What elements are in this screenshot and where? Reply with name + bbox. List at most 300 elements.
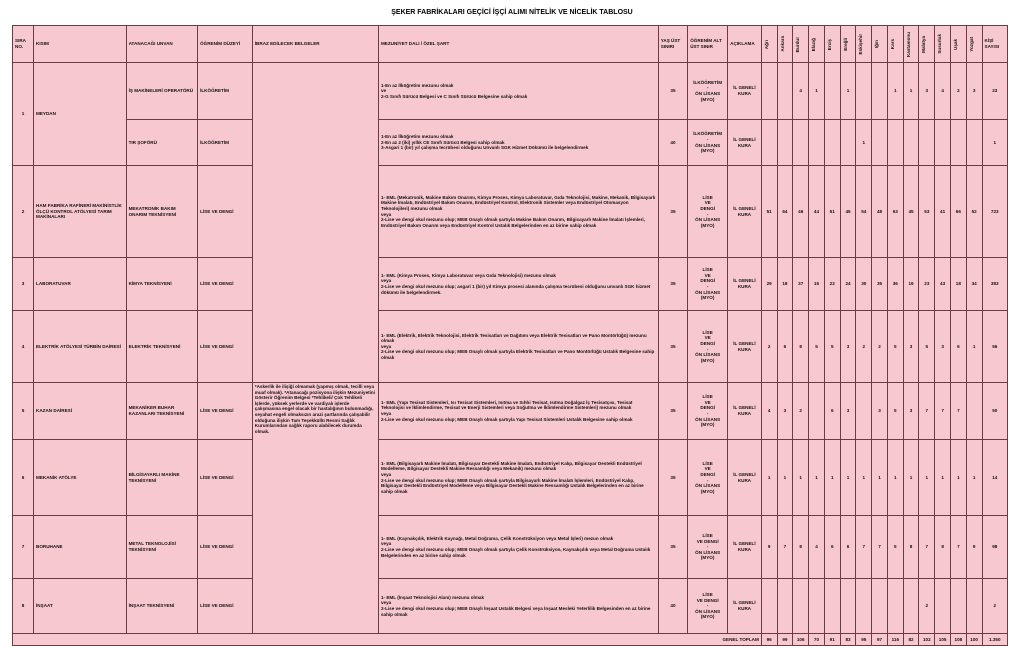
- ogrenim-cell: LİSE VE DENGİ: [198, 383, 253, 440]
- alt-ust-cell-line: VE DENGİ: [696, 597, 719, 603]
- city-count: 5: [887, 516, 903, 579]
- mezuniyet-cell: [378, 516, 658, 579]
- col-alt-ust: ÖĞRENİM ALT ÜST SINIR: [688, 26, 728, 63]
- yas-cell: 35: [658, 383, 687, 440]
- city-count: 1: [840, 440, 856, 516]
- yas-cell: 35: [658, 63, 687, 120]
- city-count: 2: [950, 63, 966, 120]
- city-count: 6: [824, 383, 840, 440]
- city-count: [872, 120, 888, 166]
- city-label: Burdur: [795, 36, 801, 52]
- mezuniyet-cell-line: veya: [380, 211, 392, 217]
- alt-ust-cell-line: VE: [704, 335, 711, 341]
- requirements-table: [12, 25, 1008, 646]
- city-count: [856, 579, 872, 634]
- mezuniyet-cell-line: veya: [380, 600, 392, 606]
- mezuniyet-cell-line: 1-En az İlköğretim mezunu olmak: [380, 134, 454, 140]
- city-count: [966, 383, 982, 440]
- total-count: 106: [793, 634, 809, 646]
- city-count: 1: [903, 63, 919, 120]
- city-count: 5: [887, 383, 903, 440]
- total-count: 108: [950, 634, 966, 646]
- alt-ust-cell-line: ÖN LİSANS (MYO): [695, 549, 721, 561]
- kisi-total: 723: [982, 166, 1007, 258]
- kisim-cell: KAZAN DAİRESİ: [34, 383, 127, 440]
- city-count: 1: [856, 440, 872, 516]
- kisim-cell: İNŞAAT: [34, 579, 127, 634]
- city-count: 30: [856, 258, 872, 311]
- alt-ust-cell-line: ÖN LİSANS (MYO): [695, 142, 721, 154]
- city-count: [966, 120, 982, 166]
- alt-ust-cell-line: DENGİ: [700, 278, 715, 284]
- unvan-cell: BİLGİSAYARLI MAKİNE TEKNİSYENİ: [126, 440, 198, 516]
- city-count: 53: [919, 166, 935, 258]
- alt-ust-cell-line: LİSE: [702, 194, 713, 200]
- city-count: [824, 120, 840, 166]
- alt-ust-cell-line: LİSE: [702, 460, 713, 466]
- city-count: 63: [887, 166, 903, 258]
- city-count: 19: [903, 258, 919, 311]
- kisi-total: 14: [982, 440, 1007, 516]
- city-count: 1: [919, 440, 935, 516]
- mezuniyet-cell: [378, 440, 658, 516]
- alt-ust-cell-line: ÖN LİSANS (MYO): [695, 416, 721, 428]
- alt-ust-cell-line: -: [706, 85, 709, 91]
- mezuniyet-cell-line: 2-En az 2 (iki) yıllık CE Sınıfı Sürücü Belgesi sahip olmak: [380, 139, 505, 145]
- city-count: [935, 120, 951, 166]
- alt-ust-cell-line: LİSE: [702, 329, 713, 335]
- kisim-cell: MEKANİK ATÖLYE: [34, 440, 127, 516]
- sira-no: 6: [13, 440, 34, 516]
- city-count: 18: [777, 258, 793, 311]
- col-kisim: KISIM: [34, 26, 127, 63]
- total-count: 91: [824, 634, 840, 646]
- city-count: [872, 63, 888, 120]
- city-count: 23: [919, 258, 935, 311]
- col-city: [793, 26, 809, 63]
- ogrenim-cell: LİSE VE DENGİ: [198, 579, 253, 634]
- city-label: Ereğli: [842, 37, 848, 51]
- city-count: [777, 579, 793, 634]
- sira-no: 8: [13, 579, 34, 634]
- city-count: 1: [809, 63, 825, 120]
- page-title: ŞEKER FABRİKALARI GEÇİCİ İŞÇİ ALIMI NİTELİK VE NİCELİK TABLOSU: [391, 9, 633, 16]
- aciklama-cell: İL GENELİ KURA: [728, 383, 762, 440]
- city-count: 8: [935, 516, 951, 579]
- col-city: [966, 26, 982, 63]
- city-count: 3: [840, 383, 856, 440]
- alt-ust-cell: [688, 516, 728, 579]
- yas-cell: 40: [658, 120, 687, 166]
- aciklama-cell: İL GENELİ KURA: [728, 63, 762, 120]
- city-count: [840, 120, 856, 166]
- alt-ust-cell: [688, 311, 728, 383]
- mezuniyet-cell-line: veya: [380, 411, 392, 416]
- alt-ust-cell-line: -: [706, 603, 709, 609]
- city-count: 64: [777, 166, 793, 258]
- table-row: [13, 258, 1008, 311]
- col-city: [950, 26, 966, 63]
- yas-cell: 35: [658, 311, 687, 383]
- alt-ust-cell-line: -: [706, 411, 709, 416]
- city-count: [872, 579, 888, 634]
- kisi-total: 1: [982, 120, 1007, 166]
- mezuniyet-cell-line: veya: [380, 343, 392, 349]
- alt-ust-cell-line: -: [706, 346, 709, 352]
- city-count: 45: [903, 166, 919, 258]
- yas-cell: 35: [658, 516, 687, 579]
- city-count: 1: [809, 440, 825, 516]
- alt-ust-cell-line: -: [706, 211, 709, 217]
- kisim-cell: BORUHANE: [34, 516, 127, 579]
- col-sira: SIRA NO.: [13, 26, 34, 63]
- alt-ust-cell-line: -: [706, 284, 709, 289]
- city-count: [809, 120, 825, 166]
- yas-cell: 35: [658, 440, 687, 516]
- alt-ust-cell-line: DENGİ: [700, 205, 715, 211]
- city-count: 34: [966, 258, 982, 311]
- city-count: 29: [761, 258, 777, 311]
- city-count: [887, 120, 903, 166]
- city-label: Ağrı: [763, 39, 769, 49]
- col-city: [777, 26, 793, 63]
- aciklama-cell: İL GENELİ KURA: [728, 516, 762, 579]
- alt-ust-cell: [688, 579, 728, 634]
- kisi-total: 50: [982, 383, 1007, 440]
- city-count: 8: [793, 311, 809, 383]
- kisi-total: 23: [982, 63, 1007, 120]
- city-count: [824, 579, 840, 634]
- col-unvan: ATANACAĞI UNVAN: [126, 26, 198, 63]
- city-count: [840, 579, 856, 634]
- city-count: 5: [824, 311, 840, 383]
- mezuniyet-cell: [378, 579, 658, 634]
- city-count: [777, 63, 793, 120]
- mezuniyet-cell-line: 1- EML (Elektrik, Elektrik Teknolojisi, Elektrik Tesisatları ve Dağıtımı veya Elektrik Tesisatları ve Pano Montörlüğü) mezunu olmak: [380, 332, 647, 344]
- mezuniyet-cell-line: 1- EML (Kaynakçılık, Elektrik Kaynağı, Metal Doğrama, Çelik Konstrüksiyon veya Metal İşleri) mezun olmak: [380, 535, 614, 541]
- city-count: 1: [903, 440, 919, 516]
- mezuniyet-cell-line: 1- EML (Bilgisayarlı Makine İmalatı, Bilgisayar Destekli Makine İmalatı, Endüstriyel Kalıp, Bilgisayar Destekli Endüstriyel Modelleme, Bilgisayar Destekli Makine Ressamlığı veya Mekanik) mezunu olmak: [380, 460, 642, 472]
- mezuniyet-cell-line: ve: [380, 88, 387, 94]
- city-label: Kastamonu: [905, 31, 911, 57]
- city-count: 4: [809, 516, 825, 579]
- total-count: 96: [761, 634, 777, 646]
- aciklama-cell: İL GENELİ KURA: [728, 311, 762, 383]
- alt-ust-cell-line: VE: [704, 272, 711, 278]
- mezuniyet-cell: [378, 166, 658, 258]
- alt-ust-cell: [688, 120, 728, 166]
- kisim-cell: LABORATUVAR: [34, 258, 127, 311]
- city-count: 3: [903, 383, 919, 440]
- col-city: [919, 26, 935, 63]
- sira-no: 7: [13, 516, 34, 579]
- unvan-cell: ELEKTRİK TEKNİSYENİ: [126, 311, 198, 383]
- mezuniyet-cell: [378, 383, 658, 440]
- city-label: Ankara: [779, 36, 785, 52]
- city-count: 35: [872, 258, 888, 311]
- aciklama-cell: İL GENELİ KURA: [728, 166, 762, 258]
- alt-ust-cell-line: ÖN LİSANS (MYO): [695, 483, 721, 494]
- city-count: 7: [777, 516, 793, 579]
- city-count: 51: [761, 166, 777, 258]
- unvan-cell: KİMYA TEKNİSYENİ: [126, 258, 198, 311]
- city-count: 54: [856, 166, 872, 258]
- city-count: 2: [856, 311, 872, 383]
- yas-cell: 40: [658, 579, 687, 634]
- grand-total: 1.350: [982, 634, 1007, 646]
- city-count: [793, 120, 809, 166]
- city-label: Elazığ: [811, 37, 817, 51]
- kisi-total: 56: [982, 311, 1007, 383]
- table-row: [13, 579, 1008, 634]
- total-count: 83: [840, 634, 856, 646]
- alt-ust-cell-line: ÖN LİSANS (MYO): [695, 91, 721, 102]
- mezuniyet-cell-line: 1- EML (Yapı Tesisat Sistemleri, Isı Tesisat Sistemleri, Isıtma ve Sıhhi Tesisat, Isıtma Doğalgaz İç Tesisatçısı, Tesisat Teknolojisi ve İklimlendirme, Tesisat ve Enerji Sistemleri veya Soğutma ve İklimlendirme Sistemleri) mezunu olmak: [380, 399, 633, 411]
- city-count: 1: [935, 440, 951, 516]
- mezuniyet-cell: [378, 311, 658, 383]
- city-count: 3: [872, 383, 888, 440]
- city-count: 1: [840, 63, 856, 120]
- city-count: 8: [903, 516, 919, 579]
- mezuniyet-cell-line: 1- EML (İnşaat Teknolojisi Alanı) mezunu olmak: [380, 594, 485, 600]
- city-count: [903, 579, 919, 634]
- col-city: [824, 26, 840, 63]
- total-count: 97: [872, 634, 888, 646]
- city-count: 46: [793, 166, 809, 258]
- col-kisi: KİŞİ SAYISI: [982, 26, 1007, 63]
- alt-ust-cell-line: DENGİ: [700, 471, 715, 477]
- belgeler-cell: *Askerlik ile ilişiği olmamak (yapmış olmak, tecilli veya muaf olmak). *Atanacağı pozisyona ilişkin Mezuniyetini Gösterir Öğrenim Belgesi *Tehlikeli/ Çok Tehlikeli İşlerde, yüksek yerlerde ve vardiyalı işlerde çalışmasına engel olacak bir hastalığının bulunmadığı, seyahat engeli olmaksızın arazi şartlarında çalışabilir olduğuna ilişkin Tam Teşekküllü Resmi Sağlık Kurumlarından sağlık raporu alabilecek durumda olmak.: [252, 383, 378, 634]
- ogrenim-cell: LİSE VE DENGİ: [198, 258, 253, 311]
- col-mezuniyet: MEZUNİYET DALI / ÖZEL ŞART: [378, 26, 658, 63]
- alt-ust-cell-line: ÖN LİSANS (MYO): [695, 352, 721, 363]
- city-count: 1: [966, 440, 982, 516]
- mezuniyet-cell-line: 2-Lise ve dengi okul mezunu olup; MEB Onaylı İnşaat Ustalık Belgesi veya İnşaat Mesleki Yeterlilik Belgesinden en az birine sahip olmak: [380, 606, 651, 617]
- yas-cell: 35: [658, 258, 687, 311]
- city-count: [824, 63, 840, 120]
- belgeler-cell-top: [252, 63, 378, 383]
- total-count: 82: [903, 634, 919, 646]
- city-count: 7: [856, 516, 872, 579]
- mezuniyet-cell-line: 2-Lise ve dengi okul mezunu olup; MEB Onaylı olmak şartıyla Bilgisayarlı Makine İmalatı İşlemleri, Endüstriyel Kalıp, Bilgisayar Destekli Endüstriyel Modelleme veya Bilgisayar Destekli Makine Ressamlığı Ustalık Belgelerinden en az birine sahip olmak: [380, 477, 644, 494]
- table-row: [13, 311, 1008, 383]
- alt-ust-cell-line: VE: [704, 399, 711, 405]
- city-count: 43: [935, 258, 951, 311]
- kisim-cell: MEYDAN: [34, 63, 127, 166]
- ogrenim-cell: LİSE VE DENGİ: [198, 311, 253, 383]
- city-count: 5: [887, 311, 903, 383]
- city-count: 5: [919, 311, 935, 383]
- unvan-cell: İNŞAAT TEKNİSYENİ: [126, 579, 198, 634]
- city-count: 7: [935, 383, 951, 440]
- city-count: 51: [824, 166, 840, 258]
- city-count: 7: [919, 383, 935, 440]
- city-label: Malatya: [921, 35, 927, 53]
- city-count: [966, 579, 982, 634]
- city-label: Iğın: [874, 40, 880, 49]
- city-count: 6: [824, 516, 840, 579]
- city-count: 8: [793, 516, 809, 579]
- ogrenim-cell: LİSE VE DENGİ: [198, 440, 253, 516]
- city-count: 6: [840, 516, 856, 579]
- city-count: 7: [872, 516, 888, 579]
- city-count: [777, 120, 793, 166]
- alt-ust-cell: [688, 258, 728, 311]
- total-count: 116: [887, 634, 903, 646]
- city-count: 3: [966, 63, 982, 120]
- city-count: 3: [903, 311, 919, 383]
- alt-ust-cell-line: -: [706, 544, 709, 550]
- city-count: 7: [919, 516, 935, 579]
- col-belgeler: İBRAZ EDİLECEK BELGELER: [252, 26, 378, 63]
- kisim-cell: HAM FABRİKA RAFİNERİ MAKİNİSTLİK ÖLÇÜ KONTROL ATÖLYESİ TARIM MAKİNALARI: [34, 166, 127, 258]
- table-row: [13, 120, 1008, 166]
- city-count: 1: [887, 63, 903, 120]
- table-row: [13, 166, 1008, 258]
- city-count: [809, 579, 825, 634]
- col-city: [872, 26, 888, 63]
- alt-ust-cell-line: VE DENGİ: [696, 538, 719, 544]
- mezuniyet-cell-line: 3-Asgari 1 (bir) yıl çalışma tecrübesi olduğunu Unvanlı SGK Hizmet Dökümü ile belgelendirmek: [380, 145, 589, 151]
- sira-no: 4: [13, 311, 34, 383]
- city-count: 24: [840, 258, 856, 311]
- city-count: [761, 120, 777, 166]
- total-count: 102: [919, 634, 935, 646]
- col-yas: YAŞ ÜST SINIRI: [658, 26, 687, 63]
- mezuniyet-cell: [378, 63, 658, 120]
- alt-ust-cell-line: İLKÖĞRETİM: [693, 79, 723, 85]
- city-count: [950, 120, 966, 166]
- col-city: [761, 26, 777, 63]
- col-ogrenim: ÖĞRENİM DÜZEYİ: [198, 26, 253, 63]
- city-count: [856, 63, 872, 120]
- city-count: 1: [824, 440, 840, 516]
- mezuniyet-cell-line: 2-Lise ve dengi okul mezunu olup; asgari 1 (bir) yıl Kimya prosesi alanında çalışma tecrübesi olduğunu unvanlı SGK hizmet dökümü ile belgelendirmek.: [380, 284, 651, 295]
- city-count: 6: [777, 311, 793, 383]
- city-count: 5: [809, 311, 825, 383]
- table-row: [13, 63, 1008, 120]
- city-count: 22: [824, 258, 840, 311]
- city-count: 48: [872, 166, 888, 258]
- city-label: Yozgat: [968, 36, 974, 52]
- city-label: Erciş: [826, 38, 832, 50]
- city-count: [856, 383, 872, 440]
- alt-ust-cell-line: DENGİ: [700, 340, 715, 346]
- alt-ust-cell-line: LİSE: [702, 533, 713, 539]
- city-count: 1: [761, 440, 777, 516]
- table-row: [13, 516, 1008, 579]
- city-count: 1: [872, 440, 888, 516]
- kisi-total: 2: [982, 579, 1007, 634]
- city-count: 37: [793, 258, 809, 311]
- col-city: [887, 26, 903, 63]
- city-count: 66: [950, 166, 966, 258]
- alt-ust-cell-line: ÖN LİSANS (MYO): [695, 608, 721, 620]
- mezuniyet-cell: [378, 258, 658, 311]
- mezuniyet-cell-line: veya: [380, 278, 392, 284]
- ogrenim-cell: İLKÖĞRETİM: [198, 63, 253, 120]
- city-count: 7: [950, 383, 966, 440]
- city-count: 4: [761, 383, 777, 440]
- total-count: 100: [966, 634, 982, 646]
- city-count: 1: [966, 311, 982, 383]
- mezuniyet-cell-line: 1-En az İlköğretim mezunu olmak: [380, 82, 454, 88]
- col-city: [809, 26, 825, 63]
- aciklama-cell: İL GENELİ KURA: [728, 258, 762, 311]
- total-count: 99: [777, 634, 793, 646]
- sira-no: 3: [13, 258, 34, 311]
- city-count: 18: [950, 258, 966, 311]
- city-count: 6: [950, 311, 966, 383]
- city-count: [919, 120, 935, 166]
- city-count: [903, 120, 919, 166]
- mezuniyet-cell: [378, 120, 658, 166]
- table-body: [13, 63, 1008, 646]
- city-count: 1: [950, 440, 966, 516]
- header-row: [13, 26, 1008, 63]
- city-count: 4: [935, 63, 951, 120]
- ogrenim-cell: LİSE VE DENGİ: [198, 516, 253, 579]
- sira-no: 5: [13, 383, 34, 440]
- mezuniyet-cell-line: 2-Lise ve dengi okul mezunu olup; MEB Onaylı olmak şartıyla Çelik Konstrüksiyon, Kaynakçılık veya Metal Doğrama Ustalık Belgelerinden en az birine sahip olmak: [380, 547, 651, 558]
- alt-ust-cell-line: VE: [704, 466, 711, 472]
- kisi-total: 383: [982, 258, 1007, 311]
- col-city: [935, 26, 951, 63]
- unvan-cell: TIR ŞOFÖRÜ: [126, 120, 198, 166]
- sira-no: 2: [13, 166, 34, 258]
- city-count: 52: [966, 166, 982, 258]
- city-count: 1: [887, 440, 903, 516]
- city-count: [761, 63, 777, 120]
- city-count: 2: [872, 311, 888, 383]
- table-row: [13, 440, 1008, 516]
- kisim-cell: ELEKTRİK ATÖLYESİ TÜRBİN DAİRESİ: [34, 311, 127, 383]
- total-count: 105: [935, 634, 951, 646]
- col-city: [856, 26, 872, 63]
- city-count: 1: [777, 440, 793, 516]
- aciklama-cell: İL GENELİ KURA: [728, 120, 762, 166]
- alt-ust-cell-line: ÖN LİSANS (MYO): [695, 217, 721, 228]
- alt-ust-cell: [688, 166, 728, 258]
- alt-ust-cell: [688, 440, 728, 516]
- mezuniyet-cell-line: 2-G Sınıfı Sürücü Belgesi ve C Sınıfı Sürücü Belgesine sahip olmak: [380, 93, 528, 99]
- city-count: 44: [809, 166, 825, 258]
- col-city: [903, 26, 919, 63]
- city-count: 1: [793, 440, 809, 516]
- city-count: 3: [840, 311, 856, 383]
- genel-toplam-label: GENEL TOPLAM: [13, 634, 762, 646]
- city-count: 3: [935, 311, 951, 383]
- city-count: 41: [935, 166, 951, 258]
- mezuniyet-cell-line: 1- EML (Mekatronik, Makine Bakım Onarımı, Kimya Proses, Kimya Laboratuvar, Gıda Teknolojisi, Makine, Mekanik, Bilgisayarlı Makine İmalatı, Endüstriyel Bakım Onarım, Endüstriyel Kontrol, Elektronik Sistemler veya Endüstriyel Otomasyon Teknolojileri) mezunu olmak: [380, 194, 656, 211]
- city-label: Kars: [889, 39, 895, 50]
- city-count: 36: [887, 258, 903, 311]
- city-count: 9: [966, 516, 982, 579]
- alt-ust-cell-line: İLKÖĞRETİM: [693, 131, 723, 137]
- city-count: 45: [840, 166, 856, 258]
- alt-ust-cell-line: LİSE: [702, 592, 713, 598]
- aciklama-cell: İL GENELİ KURA: [728, 579, 762, 634]
- mezuniyet-cell-line: 2-Lise ve dengi okul mezunu olup; MEB Onaylı olmak şartıyla Makine Bakım Onarım, Bilgisayarlı Makine İmalatı İşlemleri, Endüstriyel Bakım Onarım veya Endüstriyel Kontrol Ustalık Belgelerinden en az birine sahip olmak: [380, 217, 645, 228]
- city-count: 15: [809, 258, 825, 311]
- mezuniyet-cell-line: veya: [380, 541, 392, 547]
- alt-ust-cell-line: VE: [704, 200, 711, 206]
- city-count: 2: [919, 579, 935, 634]
- city-count: [809, 383, 825, 440]
- city-label: Susurluk: [937, 34, 943, 55]
- city-count: 2: [793, 383, 809, 440]
- city-count: 1: [856, 120, 872, 166]
